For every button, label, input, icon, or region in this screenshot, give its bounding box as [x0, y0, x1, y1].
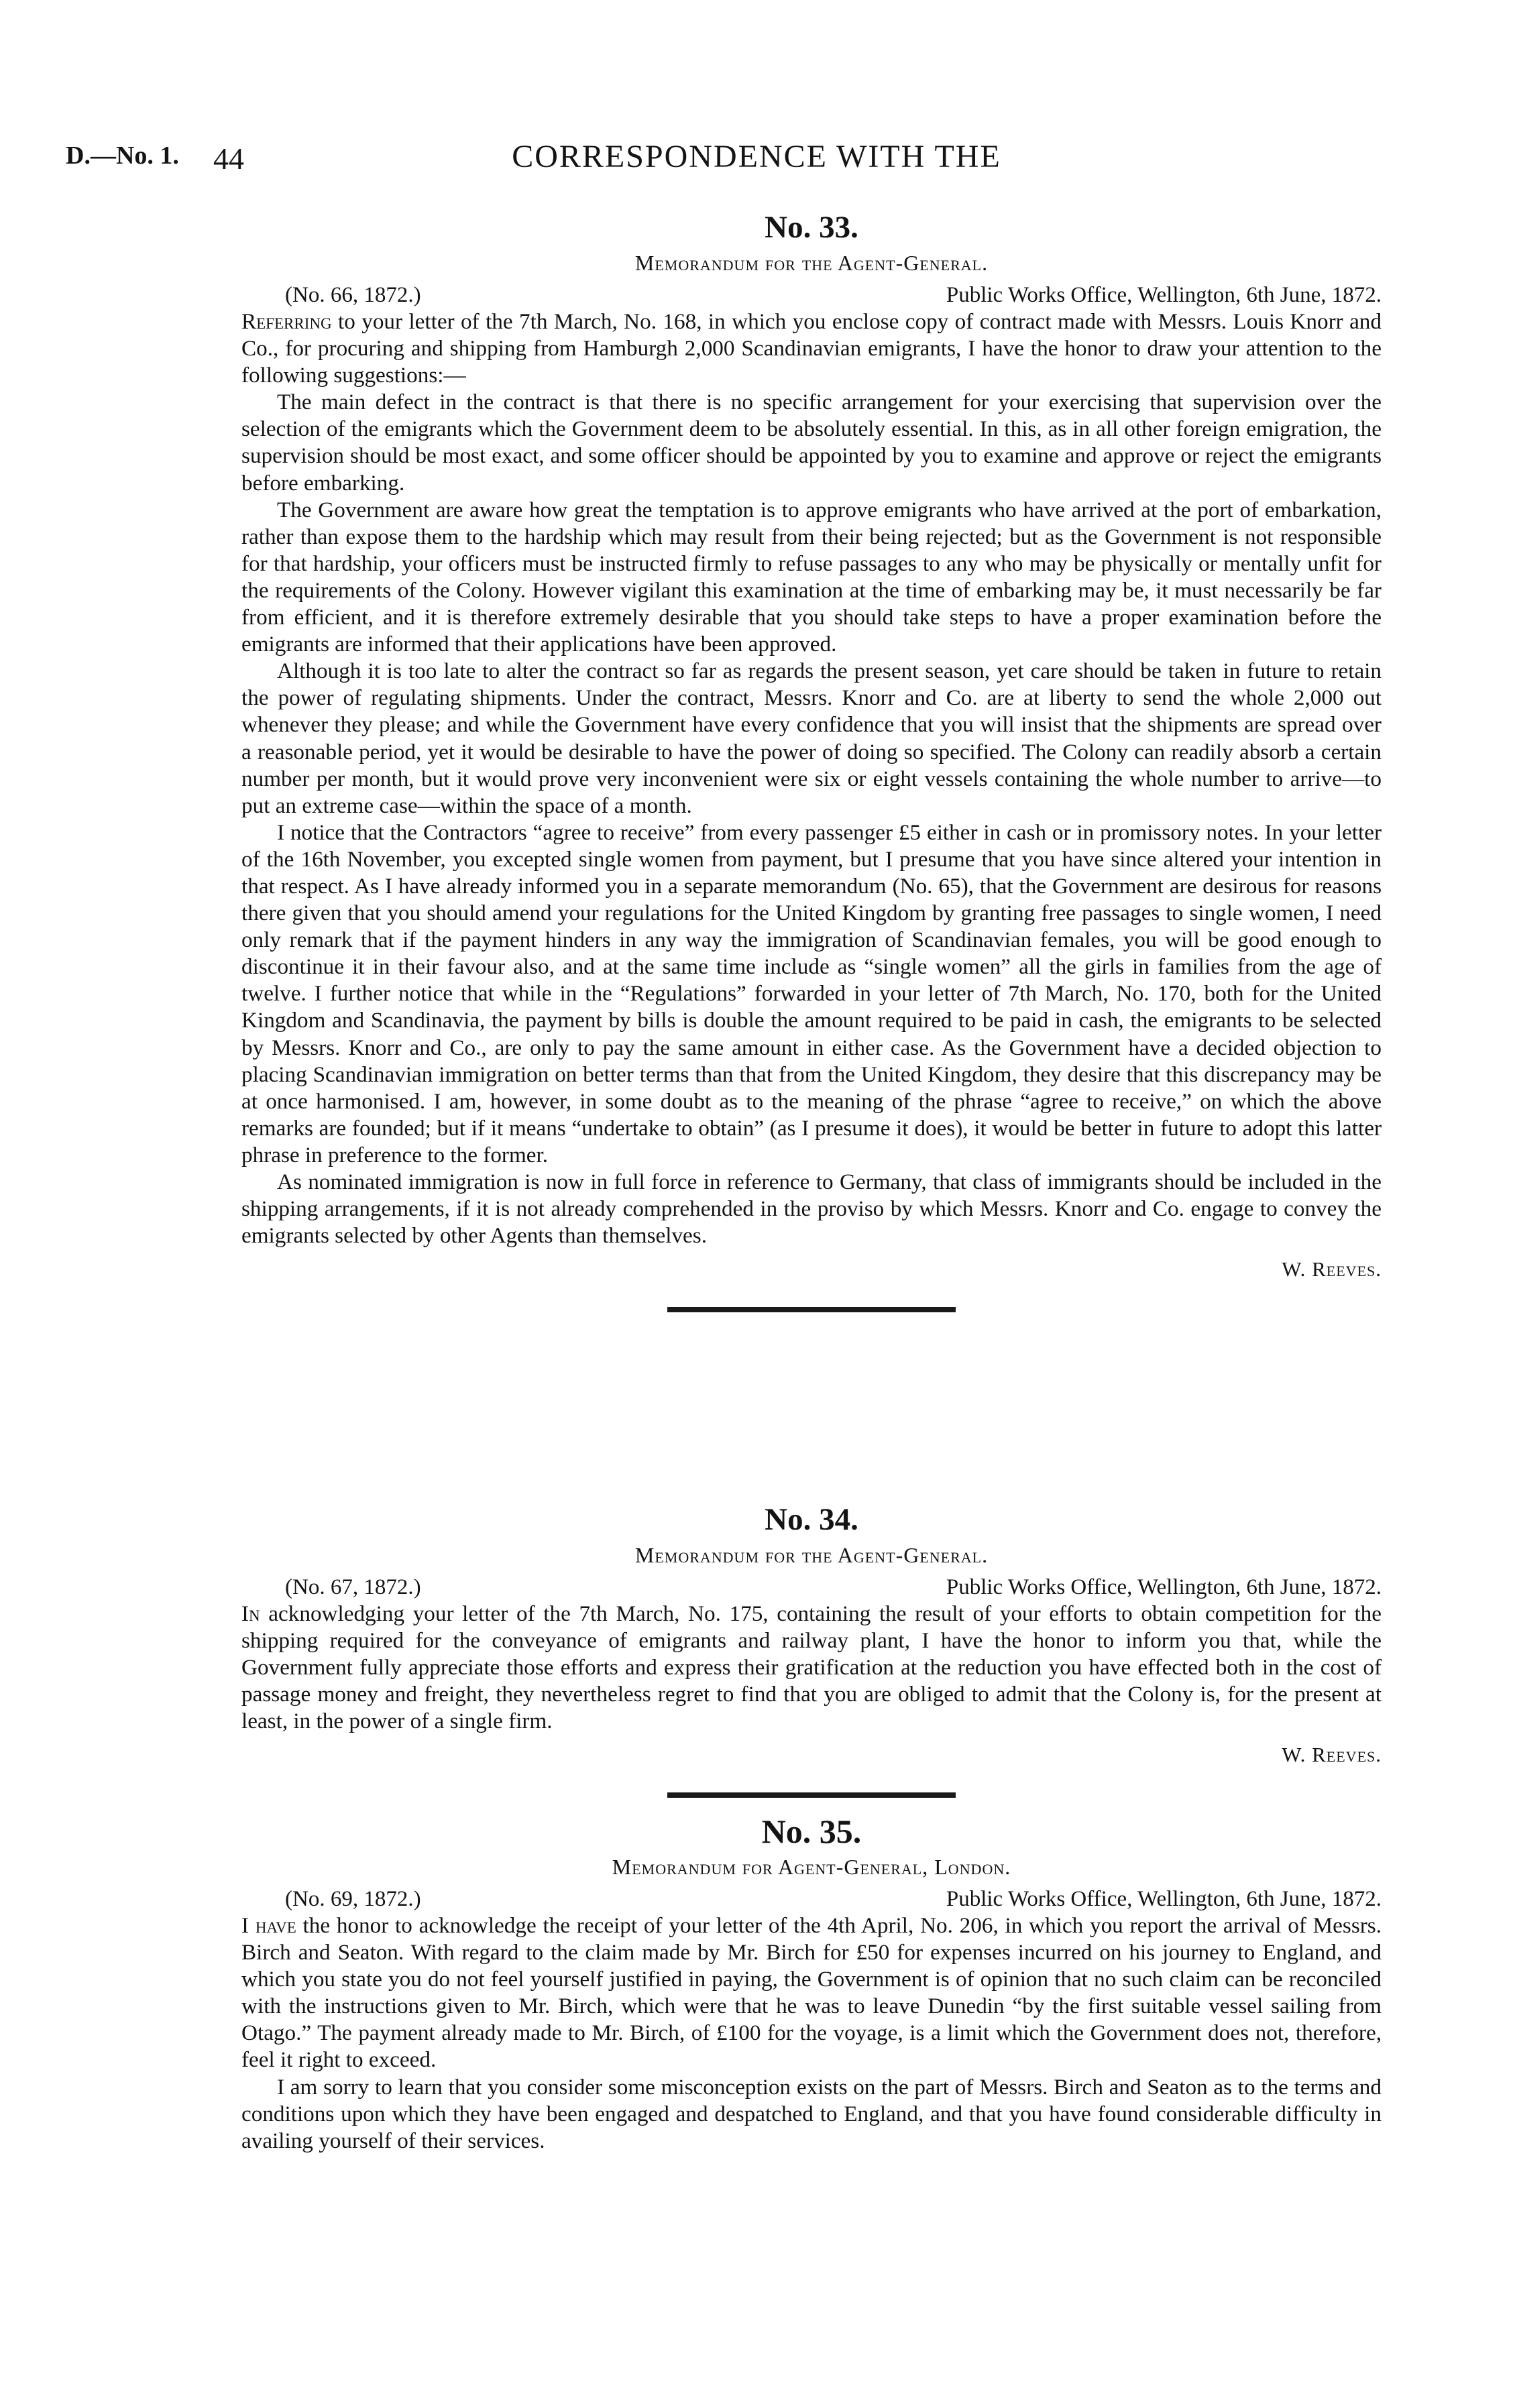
- memo-heading-prefix: Memorandum: [634, 251, 760, 275]
- place-date: Public Works Office, Wellington, 6th June, 1872.: [946, 1575, 1382, 1599]
- paragraph: Although it is too late to alter the contract so far as regards the present season, yet care should be taken in future to retain the power of regulating shipments. Under the contract, Messrs. Knorr and Co. are at liberty to send the whole 2,000 out whenever they please; and while the Government have every confidence that you will insist that the shipments are spread over a reasonable period, yet it would be desirable to have the power of doing so specified. The Colony can readily absorb a certain number per month, but it would prove very inconvenient were six or eight vessels containing the whole number to arrive—to put an extreme case—within the space of a month.: [241, 658, 1382, 818]
- reference-number: (No. 67, 1872.): [285, 1575, 421, 1599]
- reference-number: (No. 69, 1872.): [285, 1887, 421, 1911]
- signature: W. Reeves.: [1282, 1257, 1382, 1281]
- memo-heading: [241, 1852, 1382, 1882]
- lead-word: I have: [241, 1913, 296, 1938]
- place-date: Public Works Office, Wellington, 6th June, 1872.: [946, 1887, 1382, 1911]
- signature: W. Reeves.: [1282, 1743, 1382, 1767]
- paragraph-text: acknowledging your letter of the 7th March, No. 175, containing the result of your efforts to obtain competition for the shipping required for the conveyance of emigrants and railway plant, I have the honor to inform you that, while the Government fully appreciate those efforts and express their gratification at the reduction you have effected both in the cost of passage money and freight, they nevertheless regret to find that you are obliged to admit that the Colony is, for the present at least, in the power of a single firm.: [241, 1601, 1382, 1734]
- document-reference: D.—No. 1.: [66, 141, 179, 170]
- running-header: [0, 141, 1513, 194]
- paragraph: [241, 1601, 1382, 1735]
- place-date: Public Works Office, Wellington, 6th June, 1872.: [946, 283, 1382, 307]
- paragraph: [241, 1912, 1382, 2074]
- section-number: No. 34.: [765, 1502, 858, 1537]
- section-no-33: [241, 207, 1382, 1330]
- section-number: No. 35.: [761, 1813, 862, 1850]
- paragraph: The main defect in the contract is that there is no specific arrangement for your exercising that supervision over the selection of the emigrants which the Government deem to be absolutely essential. In this, as in all other foreign emigration, the supervision should be most exact, and some officer should be appointed by you to examine and approve or reject the emigrants before embarking.: [241, 390, 1382, 496]
- running-title: CORRESPONDENCE WITH THE: [512, 139, 1001, 174]
- paragraph: [241, 308, 1382, 389]
- section-no-34: [241, 1499, 1382, 1815]
- reference-line: [241, 282, 1382, 308]
- reference-line: [241, 1574, 1382, 1601]
- paragraph: As nominated immigration is now in full force in reference to Germany, that class of immigrants should be included in the shipping arrangements, if it is not already comprehended in the proviso by which Messrs. Knorr and Co. engage to convey the emigrants selected by other Agents than themselves.: [241, 1169, 1382, 1249]
- memo-heading-rest: for the Agent-General.: [759, 1543, 989, 1567]
- lead-word: Referring: [241, 309, 332, 334]
- paragraph: The Government are aware how great the temptation is to approve emigrants who have arrived at the port of embarkation, rather than expose them to the hardship which may result from their being rejected; but as the Government is not responsible for that hardship, your officers must be instructed firmly to refuse passages to any who may be physically or mentally unfit for the requirements of the Colony. However vigilant this examination at the time of embarking may be, it must necessarily be far from efficient, and it is therefore extremely desirable that you should take steps to have a proper examination before the emigrants are informed that their applications have been approved.: [241, 497, 1382, 657]
- memo-heading-rest: for the Agent-General.: [759, 251, 989, 275]
- memo-heading-rest: for Agent-General, London.: [736, 1855, 1011, 1879]
- section-number: No. 33.: [765, 210, 858, 245]
- section-no-35: [241, 1811, 1382, 2155]
- memo-heading-prefix: Memorandum: [612, 1855, 736, 1879]
- paragraph: I am sorry to learn that you consider some misconception exists on the part of Messrs. Birch and Seaton as to the terms and conditions upon which they have been engaged and despatched to England, and that you have found considerable difficulty in availing yourself of their services.: [241, 2074, 1382, 2153]
- memo-heading: [241, 248, 1382, 278]
- reference-line: [241, 1886, 1382, 1912]
- paragraph: I notice that the Contractors “agree to receive” from every passenger £5 either in cash or in promissory notes. In your letter of the 16th November, you excepted single women from payment, but I presume that you have since altered your intention in that respect. As I have already informed you in a separate memorandum (No. 65), that the Government are desirous for reasons there given that you should amend your regulations for the United Kingdom by granting free passages to single women, I need only remark that if the payment hinders in any way the immigration of Scandinavian females, you will be good enough to discontinue it in their favour also, and at the same time include as “single women” all the girls in families from the age of twelve. I further notice that while in the “Regulations” forwarded in your letter of 7th March, No. 170, both for the United Kingdom and Scandinavia, the payment by bills is double the amount required to be paid in cash, the emigrants to be selected by Messrs. Knorr and Co., are only to pay the same amount in either case. As the Government have a decided objection to placing Scandinavian immigration on better terms than that from the United Kingdom, they desire that this discrepancy may be at once harmonised. I am, however, in some doubt as to the meaning of the phrase “agree to receive,” on which the above remarks are founded; but if it means “undertake to obtain” (as I presume it does), it would be better in future to adopt this latter phrase in preference to the former.: [241, 819, 1382, 1167]
- lead-word: In: [241, 1601, 260, 1626]
- reference-number: (No. 66, 1872.): [285, 283, 421, 307]
- paragraph-text: to your letter of the 7th March, No. 168, in which you enclose copy of contract made with Messrs. Louis Knorr and Co., for procuring and shipping from Hamburgh 2,000 Scandinavian emigrants, I have the honor to draw your attention to the following suggestions:—: [241, 309, 1382, 388]
- section-divider: [667, 1792, 956, 1798]
- memo-heading: [241, 1540, 1382, 1570]
- page-number: 44: [213, 141, 244, 176]
- memo-heading-prefix: Memorandum: [634, 1543, 760, 1567]
- paragraph-text: the honor to acknowledge the receipt of your letter of the 4th April, No. 206, in which you report the arrival of Messrs. Birch and Seaton. With regard to the claim made by Mr. Birch for £50 for expenses incurred on his journey to England, and which you state you do not feel yourself justified in paying, the Government is of opinion that no such claim can be reconciled with the instructions given to Mr. Birch, which were that he was to leave Dunedin “by the first suitable vessel sailing from Otago.” The payment already made to Mr. Birch, of £100 for the voyage, is a limit which the Government does not, therefore, feel it right to exceed.: [241, 1913, 1382, 2073]
- section-divider: [667, 1307, 956, 1312]
